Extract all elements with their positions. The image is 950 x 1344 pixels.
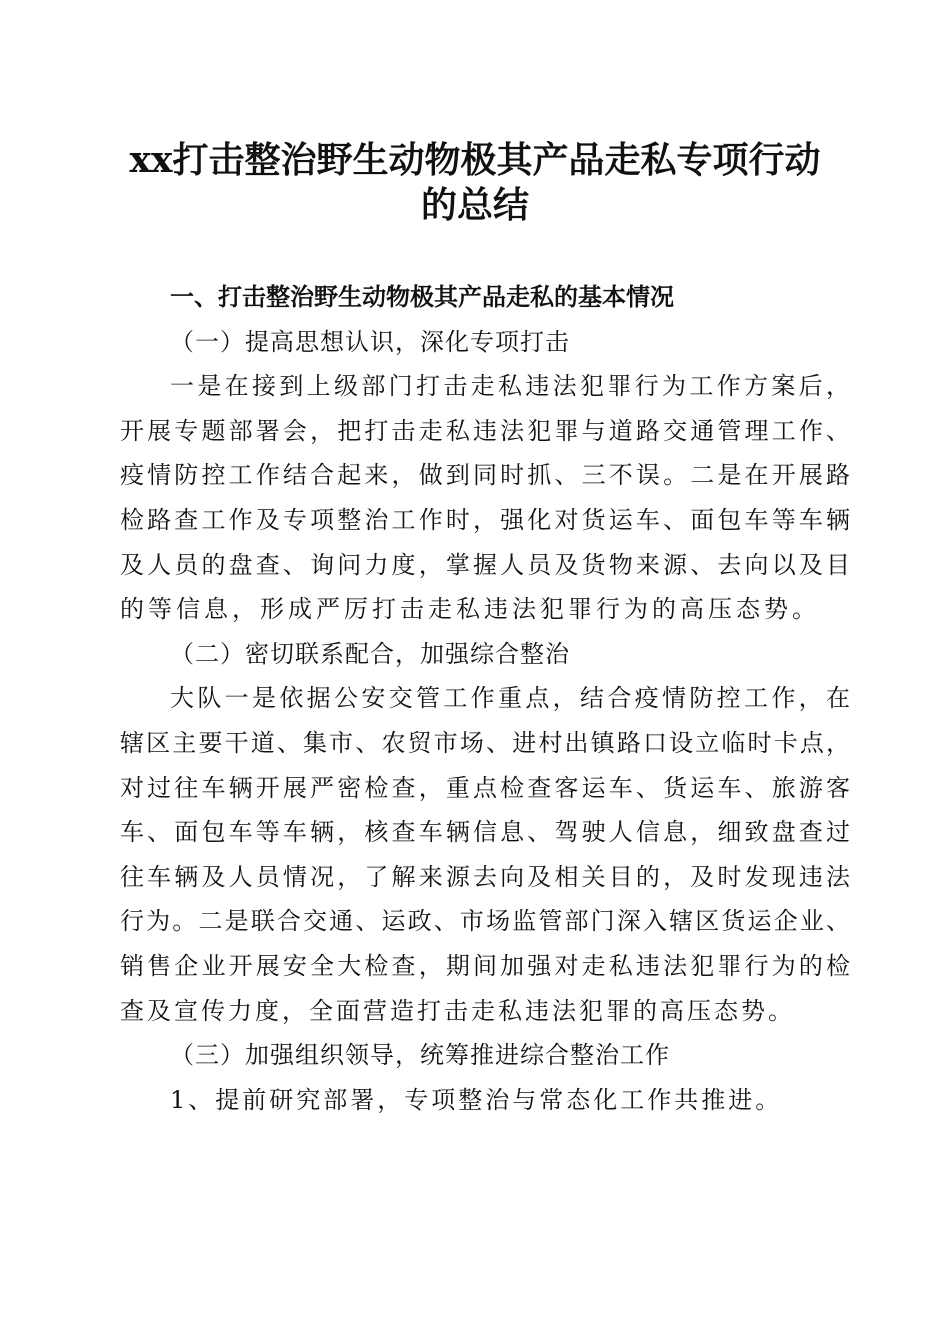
paragraph-line: 的等信息，形成严厉打击走私违法犯罪行为的高压态势。 bbox=[120, 595, 820, 624]
document-title-line-1: xx打击整治野生动物极其产品走私专项行动 bbox=[129, 139, 821, 181]
paragraph-line: 疫情防控工作结合起来，做到同时抓、三不误。二是在开展路 bbox=[120, 461, 850, 490]
subsection-heading: （三）加强组织领导，统筹推进综合整治工作 bbox=[170, 1041, 670, 1070]
paragraph-line: 辖区主要干道、集市、农贸市场、进村出镇路口设立临时卡点， bbox=[120, 728, 850, 757]
document-body bbox=[120, 275, 850, 1122]
paragraph-line: 开展专题部署会，把打击走私违法犯罪与道路交通管理工作、 bbox=[120, 416, 850, 445]
paragraph-line: 往车辆及人员情况，了解来源去向及相关目的，及时发现违法 bbox=[120, 862, 850, 891]
section-heading: 一、打击整治野生动物极其产品走私的基本情况 bbox=[170, 283, 674, 311]
paragraph-line: 销售企业开展安全大检查，期间加强对走私违法犯罪行为的检 bbox=[120, 951, 850, 980]
document-title-line-2: 的总结 bbox=[420, 184, 529, 226]
list-item: 1、提前研究部署，专项整治与常态化工作共推进。 bbox=[170, 1085, 783, 1114]
paragraph-line: 大队一是依据公安交管工作重点，结合疫情防控工作，在 bbox=[170, 684, 850, 713]
paragraph-line: 车、面包车等车辆，核查车辆信息、驾驶人信息，细致盘查过 bbox=[120, 818, 850, 847]
paragraph-line: 对过往车辆开展严密检查，重点检查客运车、货运车、旅游客 bbox=[120, 773, 850, 802]
paragraph-line: 及人员的盘查、询问力度，掌握人员及货物来源、去向以及目 bbox=[120, 550, 850, 579]
paragraph-line: 检路查工作及专项整治工作时，强化对货运车、面包车等车辆 bbox=[120, 505, 850, 534]
paragraph-line: 一是在接到上级部门打击走私违法犯罪行为工作方案后， bbox=[170, 372, 850, 401]
subsection-heading: （一）提高思想认识，深化专项打击 bbox=[170, 327, 570, 356]
paragraph-line: 查及宣传力度，全面营造打击走私违法犯罪的高压态势。 bbox=[120, 996, 795, 1025]
subsection-heading: （二）密切联系配合，加强综合整治 bbox=[170, 639, 570, 668]
paragraph-line: 行为。二是联合交通、运政、市场监管部门深入辖区货运企业、 bbox=[120, 907, 850, 936]
